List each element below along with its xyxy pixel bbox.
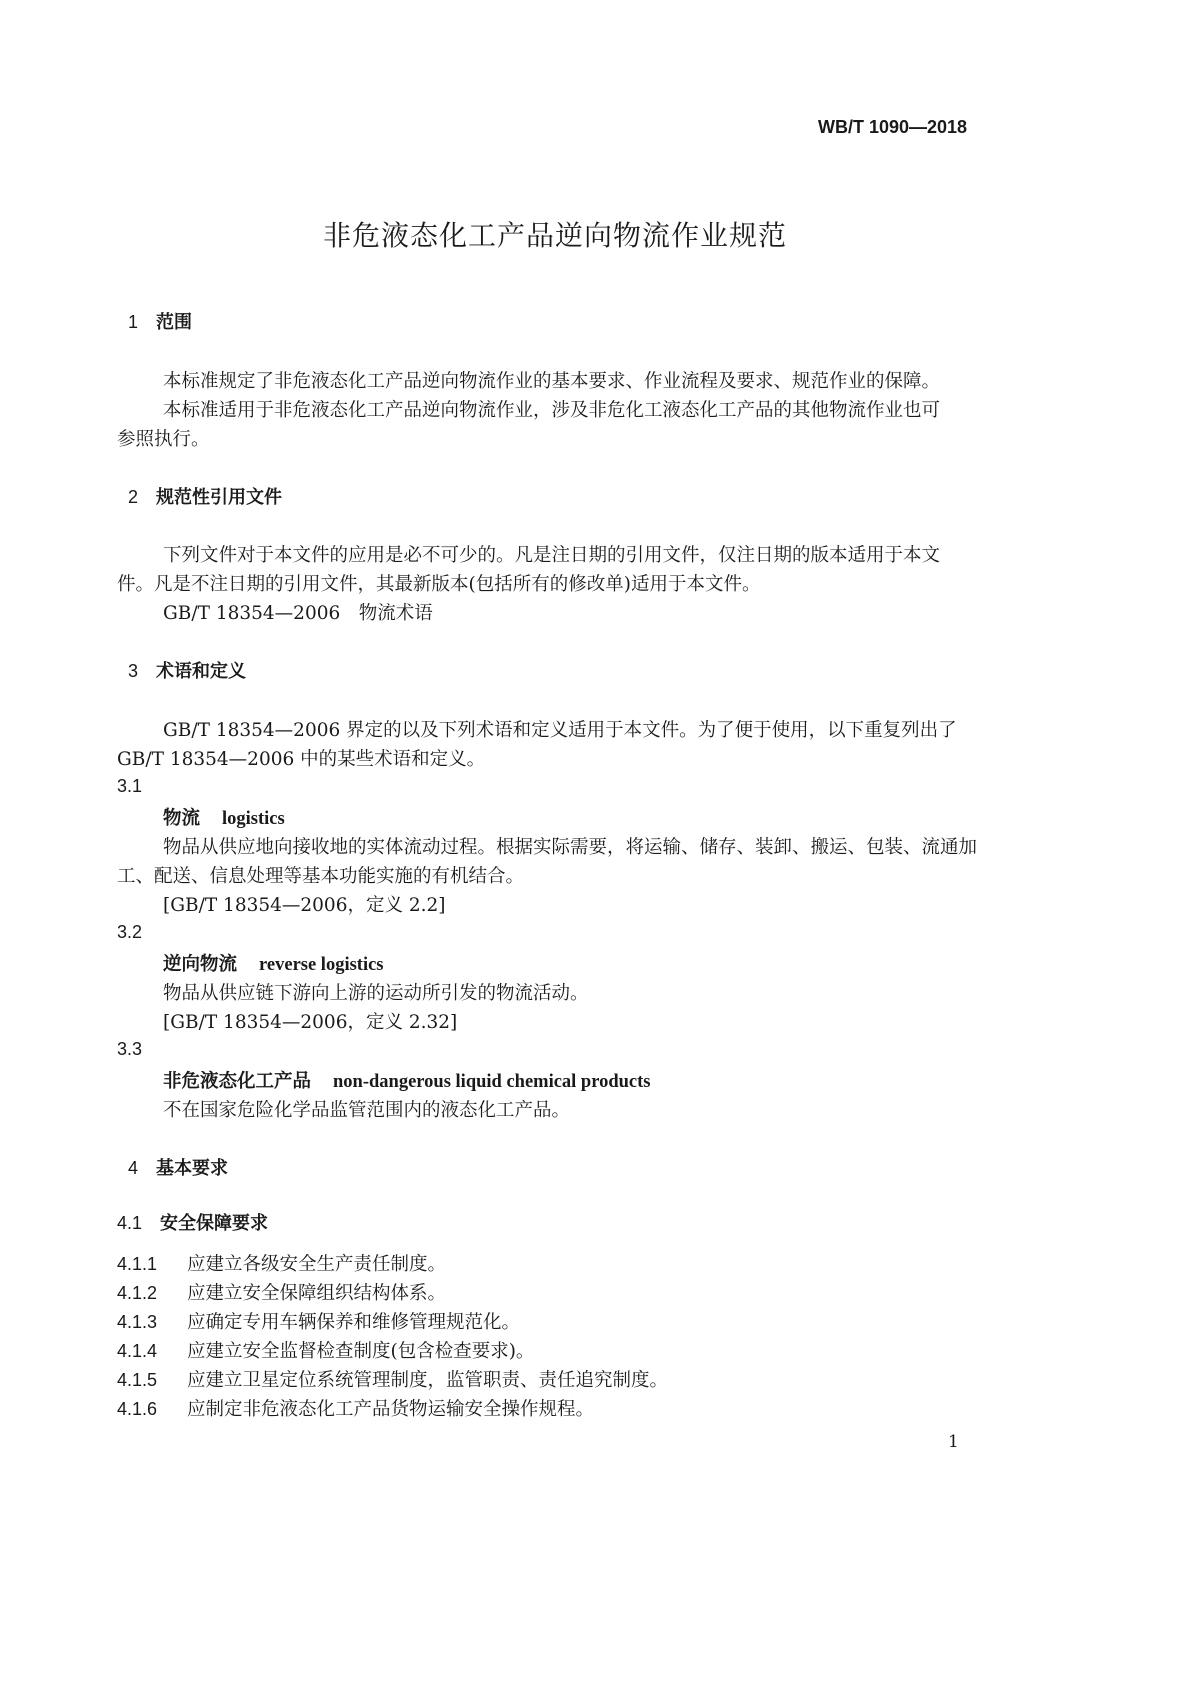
term-en: logistics: [222, 809, 285, 829]
term-number: 3.1: [117, 776, 143, 796]
term-en: reverse logistics: [259, 955, 384, 975]
paragraph: 参照执行。: [117, 429, 210, 450]
paragraph: 本标准适用于非危液态化工产品逆向物流作业，涉及非危化工液态化工产品的其他物流作业也可: [163, 400, 941, 421]
list-item: [117, 1395, 594, 1421]
item-number: 4.1.2: [117, 1283, 158, 1303]
term-entry: [163, 950, 384, 976]
standard-code: WB/T 1090—2018: [818, 117, 968, 137]
section-title: 范围: [156, 312, 193, 333]
section-number: 4: [128, 1158, 139, 1178]
subsection-number: 4.1: [117, 1213, 143, 1233]
list-item: [117, 1337, 534, 1363]
term-entry: [163, 1067, 651, 1093]
paragraph: 件。凡是不注日期的引用文件，其最新版本(包括所有的修改单)适用于本文件。: [117, 574, 761, 595]
paragraph: 本标准规定了非危液态化工产品逆向物流作业的基本要求、作业流程及要求、规范作业的保障。: [163, 371, 941, 392]
section-4-heading: [128, 1154, 228, 1180]
item-number: 4.1.6: [117, 1399, 158, 1419]
item-text: 应确定专用车辆保养和维修管理规范化。: [187, 1312, 521, 1333]
section-2-heading: [128, 483, 282, 509]
item-text: 应制定非危液态化工产品货物运输安全操作规程。: [187, 1399, 595, 1420]
list-item: [117, 1250, 446, 1276]
section-title: 规范性引用文件: [156, 487, 283, 508]
term-source: [GB/T 18354—2006，定义 2.32]: [163, 1012, 458, 1033]
list-item: [117, 1366, 668, 1392]
section-number: 1: [128, 312, 139, 332]
term-definition: 工、配送、信息处理等基本功能实施的有机结合。: [117, 866, 525, 887]
item-text: 应建立卫星定位系统管理制度，监管职责、责任追究制度。: [187, 1370, 669, 1391]
list-item: [117, 1308, 520, 1334]
term-number: 3.2: [117, 922, 143, 942]
subsection-title: 安全保障要求: [160, 1213, 269, 1234]
paragraph: GB/T 18354—2006 界定的以及下列术语和定义适用于本文件。为了便于使用，以下重复列出了: [163, 720, 957, 741]
item-text: 应建立安全监督检查制度(包含检查要求)。: [187, 1341, 535, 1362]
section-1-heading: [128, 308, 192, 334]
item-text: 应建立各级安全生产责任制度。: [187, 1254, 447, 1275]
term-zh: 逆向物流: [163, 954, 238, 975]
section-3-heading: [128, 657, 246, 683]
term-number: 3.3: [117, 1039, 143, 1059]
section-number: 3: [128, 661, 139, 681]
page-number: 1: [948, 1432, 959, 1452]
item-number: 4.1.4: [117, 1341, 158, 1361]
item-number: 4.1.5: [117, 1370, 158, 1390]
item-number: 4.1.3: [117, 1312, 158, 1332]
paragraph: GB/T 18354—2006 中的某些术语和定义。: [117, 749, 486, 770]
term-source: [GB/T 18354—2006，定义 2.2]: [163, 895, 446, 916]
page-title: 非危液态化工产品逆向物流作业规范: [323, 219, 788, 252]
term-definition: 物品从供应地向接收地的实体流动过程。根据实际需要，将运输、储存、装卸、搬运、包装、流通加: [163, 837, 978, 858]
item-text: 应建立安全保障组织结构体系。: [187, 1283, 447, 1304]
section-number: 2: [128, 487, 139, 507]
section-title: 基本要求: [156, 1158, 229, 1179]
term-zh: 非危液态化工产品: [163, 1071, 312, 1092]
list-item: [117, 1279, 446, 1305]
term-en: non-dangerous liquid chemical products: [333, 1072, 651, 1092]
term-zh: 物流: [163, 808, 201, 829]
paragraph: 下列文件对于本文件的应用是必不可少的。凡是注日期的引用文件，仅注日期的版本适用于本文: [163, 545, 941, 566]
subsection-4-1-heading: [117, 1209, 268, 1235]
reference-item: GB/T 18354—2006 物流术语: [163, 603, 433, 624]
term-entry: [163, 804, 285, 830]
item-number: 4.1.1: [117, 1254, 158, 1274]
section-title: 术语和定义: [156, 661, 247, 682]
term-definition: 不在国家危险化学品监管范围内的液态化工产品。: [163, 1100, 571, 1121]
term-definition: 物品从供应链下游向上游的运动所引发的物流活动。: [163, 983, 589, 1004]
